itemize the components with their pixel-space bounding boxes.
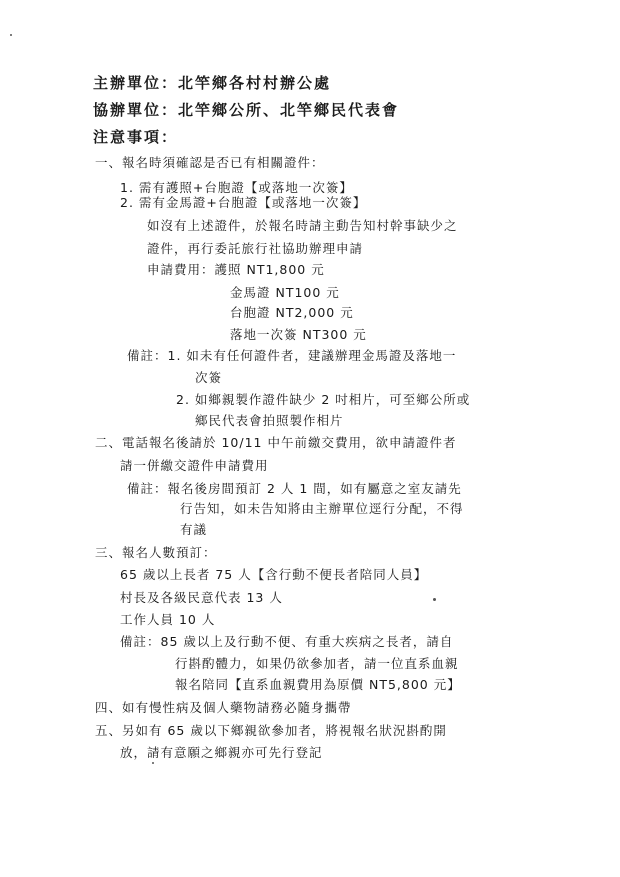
section-3-line-1: 65 歲以上長者 75 人【含行動不便長者陪同人員】 bbox=[120, 567, 428, 582]
section-4-line-1: 四、如有慢性病及個人藥物請務必隨身攜帶 bbox=[95, 700, 352, 715]
section-3-title: 三、報名人數預訂： bbox=[95, 545, 217, 560]
section-2-remark-b: 行告知，如未告知將由主辦單位逕行分配，不得 bbox=[180, 501, 464, 516]
section-3-line-2: 村長及各級民意代表 13 人 bbox=[120, 590, 283, 605]
section-1-remark-1b: 次簽 bbox=[195, 370, 223, 385]
section-2-line-1: 二、電話報名後請於 10/11 中午前繳交費用，欲申請證件者 bbox=[95, 435, 457, 450]
section-2-line-2: 請一併繳交證件申請費用 bbox=[120, 458, 269, 473]
section-5-line-2: 放，請有意願之鄉親亦可先行登記 bbox=[120, 745, 323, 760]
section-1-item-2: 2. 需有金馬證+台胞證【或落地一次簽】 bbox=[120, 195, 367, 210]
section-2-remark-c: 有議 bbox=[180, 522, 208, 537]
notes-title: 注意事項： bbox=[93, 128, 179, 146]
section-2-remark-a: 備註：報名後房間預訂 2 人 1 間，如有屬意之室友請先 bbox=[127, 481, 462, 496]
section-1-para-2: 證件，再行委託旅行社協助辦理申請 bbox=[147, 241, 364, 256]
scan-speck bbox=[433, 598, 436, 601]
section-3-remark-b: 行斟酌體力，如果仍欲參加者，請一位直系血親 bbox=[175, 656, 459, 671]
section-3-remark-c: 報名陪同【直系血親費用為原價 NT5,800 元】 bbox=[175, 677, 461, 692]
section-1-remark-2a: 2. 如鄉親製作證件缺少 2 吋相片，可至鄉公所或 bbox=[176, 392, 471, 407]
fees-line-3: 台胞證 NT2,000 元 bbox=[230, 305, 354, 320]
section-1-remark-1a: 備註：1. 如未有任何證件者，建議辦理金馬證及落地一 bbox=[127, 348, 457, 363]
section-5-line-1: 五、另如有 65 歲以下鄉親欲參加者，將視報名狀況斟酌開 bbox=[95, 723, 447, 738]
fees-line-4: 落地一次簽 NT300 元 bbox=[230, 327, 367, 342]
section-1-remark-2b: 鄉民代表會拍照製作相片 bbox=[195, 413, 344, 428]
scan-speck bbox=[152, 762, 154, 764]
section-1-para-1: 如沒有上述證件，於報名時請主動告知村幹事缺少之 bbox=[147, 218, 458, 233]
co-organizer-line: 協辦單位：北竿鄉公所、北竿鄉民代表會 bbox=[93, 101, 400, 119]
scan-speck bbox=[10, 34, 12, 36]
section-1-item-1: 1. 需有護照+台胞證【或落地一次簽】 bbox=[120, 180, 353, 195]
fees-line-2: 金馬證 NT100 元 bbox=[230, 285, 340, 300]
section-3-line-3: 工作人員 10 人 bbox=[120, 612, 216, 627]
organizer-line: 主辦單位：北竿鄉各村村辦公處 bbox=[93, 74, 332, 92]
fees-line-1: 申請費用：護照 NT1,800 元 bbox=[147, 262, 325, 277]
section-1-title: 一、報名時須確認是否已有相關證件： bbox=[95, 155, 325, 170]
section-3-remark-a: 備註：85 歲以上及行動不便、有重大疾病之長者，請自 bbox=[120, 634, 454, 649]
